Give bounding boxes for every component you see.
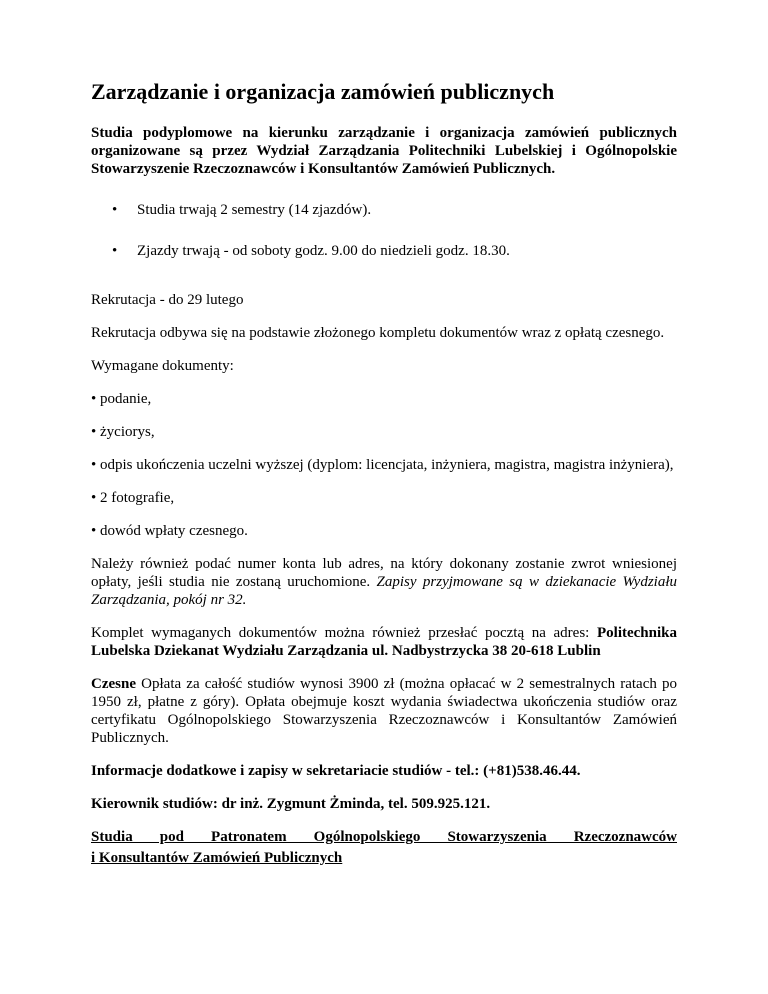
fee-label: Czesne	[91, 676, 136, 692]
documents-heading: Wymagane dokumenty:	[91, 358, 234, 374]
list-item	[91, 201, 677, 219]
registration-note: Zapisy przyjmowane są w dziekanacie Wydziału Zarządzania, pokój nr 32.	[91, 574, 678, 608]
list-item-text: Studia trwają 2 semestry (14 zjazdów).	[137, 202, 372, 218]
recruitment-basis: Rekrutacja odbywa się na podstawie złożonego kompletu dokumentów wraz z opłatą czesnego.	[91, 325, 665, 341]
document-item: • życiorys,	[91, 424, 155, 440]
document-item: • podanie,	[91, 391, 152, 407]
bullet-icon: •	[112, 202, 118, 218]
recruitment-deadline: Rekrutacja - do 29 lutego	[91, 292, 244, 308]
list-item	[91, 242, 677, 260]
list-item-text: Zjazdy trwają - od soboty godz. 9.00 do niedzieli godz. 18.30.	[137, 243, 510, 259]
refund-paragraph	[91, 555, 677, 609]
page-title: Zarządzanie i organizacja zamówień publicznych	[91, 79, 555, 104]
course-info-list	[91, 201, 677, 260]
mail-address: Politechnika Lubelska Dziekanat Wydziału Zarządzania ul. Nadbystrzycka 38 20-618 Lublin	[91, 625, 677, 659]
contact-info: Informacje dodatkowe i zapisy w sekretariacie studiów - tel.: (+81)538.46.44.	[91, 763, 581, 779]
document-content	[91, 78, 677, 882]
document-item: • 2 fotografie,	[91, 490, 175, 506]
patronage-line-1: Studia pod Patronatem Ogólnopolskiego Stowarzyszenia Rzeczoznawców	[91, 829, 677, 845]
mail-paragraph	[91, 624, 677, 660]
bullet-icon: •	[112, 243, 118, 259]
patronage-line-2: i Konsultantów Zamówień Publicznych	[91, 850, 343, 866]
intro-paragraph: Studia podyplomowe na kierunku zarządzanie i organizacja zamówień publicznych organizowane są przez Wydział Zarządzania Politechniki Lubelskiej i Ogólnopolskie Stowarzyszenie Rzeczoznawców i Konsultantów Zamówień Publicznych.	[91, 125, 677, 177]
refund-text: Należy również podać numer konta lub adres, na który dokonany zostanie zwrot wniesionej opłaty, jeśli studia nie zostaną uruchomione.	[91, 556, 677, 590]
document-item: • dowód wpłaty czesnego.	[91, 523, 248, 539]
mail-text: Komplet wymaganych dokumentów można również przesłać pocztą na adres:	[91, 625, 590, 641]
fee-paragraph	[91, 675, 677, 747]
document-item: • odpis ukończenia uczelni wyższej (dyplom: licencjata, inżyniera, magistra, magistra inżyniera),	[91, 457, 674, 473]
director-info: Kierownik studiów: dr inż. Zygmunt Żminda, tel. 509.925.121.	[91, 796, 491, 812]
fee-text: Opłata za całość studiów wynosi 3900 zł (można opłacać w 2 semestralnych ratach po 1950 zł, płatne z góry). Opłata obejmuje koszt wydania świadectwa ukończenia studiów oraz certyfikatu Ogólnopolskiego Stowarzyszenia Rzeczoznawców i Konsultantów Zamówień Publicznych.	[91, 676, 678, 746]
